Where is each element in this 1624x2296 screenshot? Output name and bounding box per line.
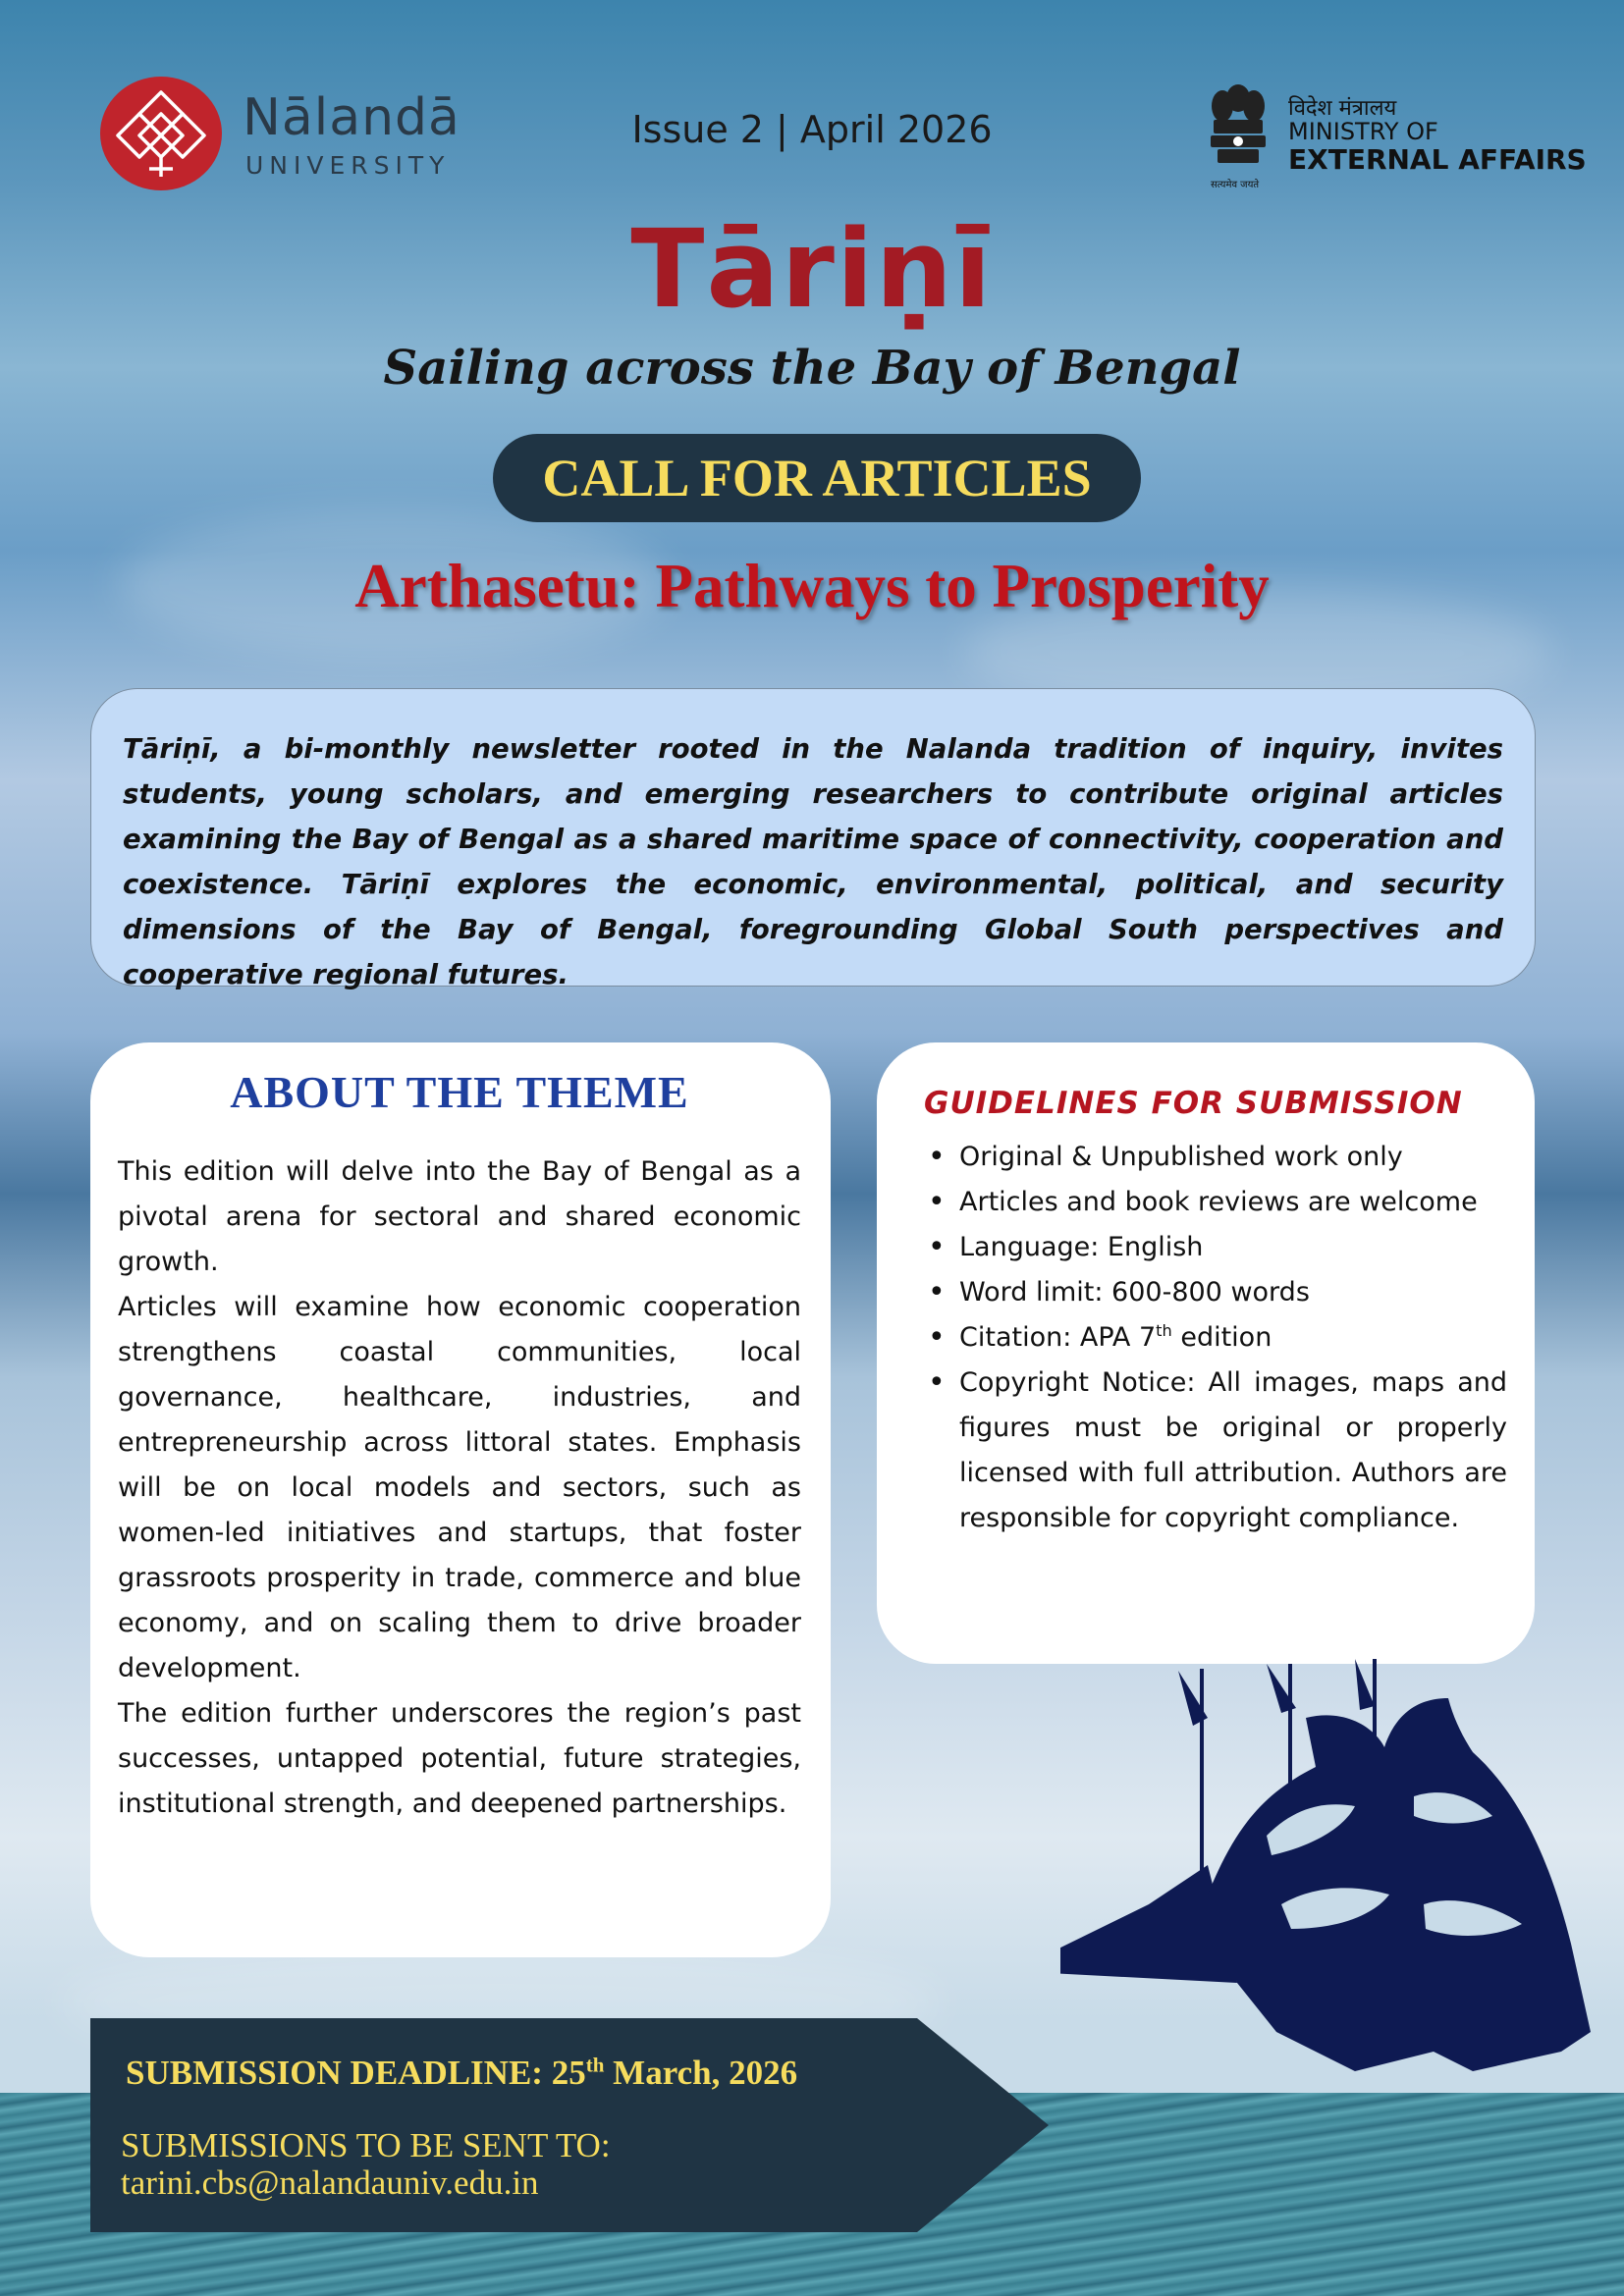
guideline-item: • Original & Unpublished work only [926, 1135, 1507, 1180]
newsletter-subtitle: Sailing across the Bay of Bengal [383, 341, 1241, 396]
guideline-item: • Articles and book reviews are welcome [926, 1180, 1507, 1225]
guideline-item: • Copyright Notice: All images, maps and figures must be original or properly licensed with full attribution. Authors are responsible for copyright compliance. [926, 1361, 1507, 1541]
citation-suffix: edition [1171, 1322, 1272, 1353]
deadline-date: March, 2026 [604, 2054, 798, 2092]
newsletter-title: Tāriṇī [630, 206, 994, 332]
submission-deadline [126, 2054, 797, 2093]
guidelines-heading: GUIDELINES FOR SUBMISSION [924, 1086, 1463, 1121]
sendto-label: SUBMISSIONS TO BE SENT TO: [121, 2126, 611, 2164]
ministry-hindi-name: विदेश मंत्रालय [1288, 96, 1397, 121]
ministry-name-line2: EXTERNAL AFFAIRS [1288, 143, 1587, 176]
about-paragraph: The edition further underscores the region’s past successes, untapped potential, future strategies, institutional strength, and deepened partnerships. [118, 1698, 801, 1819]
guideline-item-citation [926, 1315, 1507, 1361]
university-subtitle: UNIVERSITY [245, 151, 451, 180]
call-for-articles-banner: CALL FOR ARTICLES [493, 434, 1141, 522]
sailing-ship-icon [1060, 1659, 1624, 2101]
about-paragraph: Articles will examine how economic cooperation strengthens coastal communities, local governance, healthcare, industries, and entrepreneurship across littoral states. Emphasis will be on local models and sectors, such as women-led initiatives and startups, that foster grassroots prosperity in trade, commerce and blue economy, and on scaling them to drive broader development. [118, 1292, 801, 1683]
theme-title: Arthasetu: Pathways to Prosperity [354, 552, 1270, 620]
guideline-item: • Word limit: 600-800 words [926, 1270, 1507, 1315]
about-theme-card [90, 1042, 831, 1957]
national-emblem-icon [1206, 77, 1271, 185]
deadline-superscript: th [585, 2053, 605, 2077]
university-name: Nālandā [243, 88, 460, 147]
guideline-item: • Language: English [926, 1225, 1507, 1270]
emblem-motto: सत्यमेव जयते [1211, 180, 1260, 190]
about-paragraph: This edition will delve into the Bay of Bengal as a pivotal arena for sectoral and shared economic growth. [118, 1156, 801, 1277]
intro-box [90, 688, 1536, 990]
citation-superscript: th [1156, 1321, 1172, 1340]
guidelines-list [926, 1135, 1507, 1541]
intro-text: Tāriṇī, a bi-monthly newsletter rooted in the Nalanda tradition of inquiry, invites students, young scholars, and emerging researchers to contribute original articles examining the Bay of Bengal as a shared maritime space of connectivity, cooperation and coexistence. Tāriṇī explores the economic, environmental, political, and security dimensions of the Bay of Bengal, foregrounding Global South perspectives and cooperative regional futures. [123, 733, 1503, 990]
issue-label: Issue 2 | April 2026 [631, 108, 993, 151]
guidelines-card [877, 1042, 1535, 1664]
about-theme-heading: ABOUT THE THEME [230, 1067, 689, 1117]
deadline-label: SUBMISSION DEADLINE: 25 [126, 2054, 586, 2092]
citation-prefix: Citation: APA 7 [959, 1322, 1157, 1353]
deadline-banner [90, 2018, 1049, 2232]
submission-email-link[interactable]: tarini.cbs@nalandauniv.edu.in [121, 2163, 539, 2202]
ministry-name-line1: MINISTRY OF [1288, 118, 1438, 145]
